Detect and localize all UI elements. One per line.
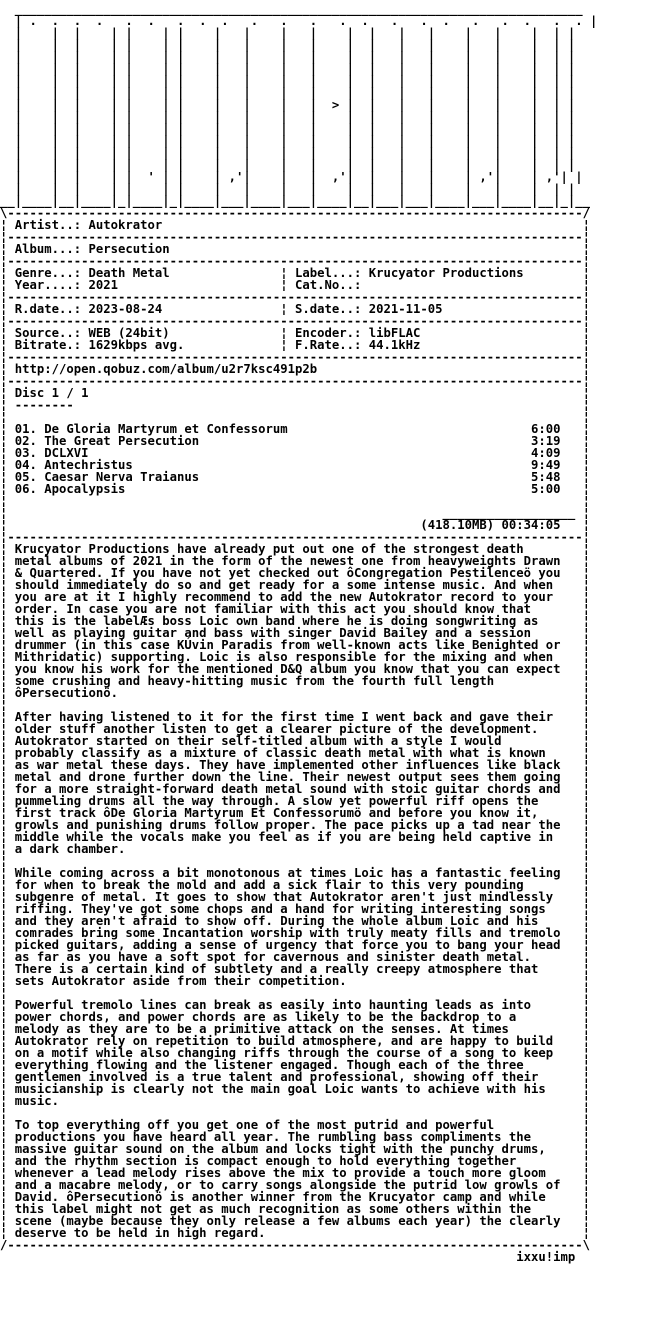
nfo-document: _____________________________________________________________________________ | . . . . . . . . . . . . . . . . . . . . . . | | | | | | | | | | | | | | | | | | | | | | | | | | | | | | | | | | | | | | | | | | | | | | | | | | | | | | | | | | | | | | | | | | | | | | | | | | | | | | | | | | | | | | | | | | | | | | | | | | | | | | | | | | | | | | | | | | | | | | | | | | | | | | | | | | | | > | | | | | | | | | | | | | | | | | | | | | | | | | | | | | | | | | | | | | | | | | | | | | | | | | | | | | | | | | | | | | | | | | | | | | | | | | | | | | | | | | | | | | | | | | | | | | | | | | | | | | | | | | | | | | | | | | | ' | | | ,'| | | ,'| | | | | ,'| | ,'| | | | | | | | | | | | | | | | | | | | | | __|____|__|____|_|____|_|____|___|____|___|____|__|___|___|____|___|____|__|_|__ \------------------------------------------------------------------------------/ ¦ Artist..: Autokrator ¦ ¦------------------------------------------------------------------------------¦ ¦ Album...: Persecution ¦ ¦------------------------------------------------------------------------------¦ ¦ Genre...: Death Metal ¦ Label...: Krucyator Productions ¦ ¦ Year....: 2021 ¦ Cat.No..: ¦ ¦------------------------------------------------------------------------------¦ ¦ R.date..: 2023-08-24 ¦ S.date..: 2021-11-05 ¦ ¦------------------------------------------------------------------------------¦ ¦ Source..: WEB (24bit) ¦ Encoder.: libFLAC ¦ ¦ Bitrate.: 1629kbps avg. ¦ F.Rate..: 44.1kHz ¦ ¦------------------------------------------------------------------------------¦ ¦ http://open.qobuz.com/album/u2r7ksc491p2b ¦ ¦------------------------------------------------------------------------------¦ ¦ Disc 1 / 1 ¦ ¦ -------- ¦ ¦ ¦ ¦ 01. De Gloria Martyrum et Confessorum 6:00 ¦ ¦ 02. The Great Persecution 3:19 ¦ ¦ 03. DCLXVI 4:09 ¦ ¦ 04. Antechristus 9:49 ¦ ¦ 05. Caesar Nerva Traianus 5:48 ¦ ¦ 06. Apocalypsis 5:00 ¦ ¦ ¦ ¦ __________________ ¦ ¦ (418.10MB) 00:34:05 ¦ ¦------------------------------------------------------------------------------¦ ¦ Krucyator Productions have already put out one of the strongest death ¦ ¦ metal albums of 2021 in the form of the newest one from heavyweights Drawn ¦ ¦ & Quartered. If you have not yet checked out ôCongregation Pestilenceö you ¦ ¦ should immediately do so and get ready for a some intense music. And when ¦ ¦ you are at it I highly recommend to add the new Autokrator record to your ¦ ¦ order. In case you are not familiar with this act you should know that ¦ ¦ this is the labelÆs boss Loic own band where he is doing songwriting as ¦ ¦ well as playing guitar and bass with singer David Bailey and a session ¦ ¦ drummer (in this case KÚvin Paradis from well-known acts like Benighted or ¦ ¦ Mithridatic) supporting. Loic is also responsible for the mixing and when ¦ ¦ you know his work for the mentioned D&Q album you know that you can expect ¦ ¦ some crushing and heavy-hitting music from the fourth full length ¦ ¦ ôPersecutionö. ¦ ¦ ¦ ¦ After having listened to it for the first time I went back and gave their ¦ ¦ older stuff another listen to get a clearer picture of the development. ¦ ¦ Autokrator started on their self-titled album with a style I would ¦ ¦ probably classify as a mixture of classic death metal with what is known ¦ ¦ as war metal these days. They have implemented other influences like black ¦ ¦ metal and drone further down the line. Their newest output sees them going ¦ ¦ for a more straight-forward death metal sound with stoic guitar chords and ¦ ¦ pummeling drums all the way through. A slow yet powerful riff opens the ¦ ¦ first track ôDe Gloria Martyrum Et Confessorumö and before you know it, ¦ ¦ growls and punishing drums follow proper. The pace picks up a tad near the ¦ ¦ middle while the vocals make you feel as if you are being held captive in ¦ ¦ a dark chamber. ¦ ¦ ¦ ¦ While coming across a bit monotonous at times Loic has a fantastic feeling ¦ ¦ for when to break the mold and add a sick flair to this very pounding ¦ ¦ subgenre of metal. It goes to show that Autokrator aren't just mindlessly ¦ ¦ riffing. They've got some chops and a hand for writing interesting songs ¦ ¦ and they aren't afraid to show off. During the whole album Loic and his ¦ ¦ comrades bring some Incantation worship with truly meaty fills and tremolo ¦ ¦ picked guitars, adding a sense of urgency that force you to bang your head ¦ ¦ as far as you have a soft spot for cavernous and sinister death metal. ¦ ¦ There is a certain kind of subtlety and a really creepy atmosphere that ¦ ¦ sets Autokrator aside from their competition. ¦ ¦ ¦ ¦ Powerful tremolo lines can break as easily into haunting leads as into ¦ ¦ power chords, and power chords are as likely to be the backdrop to a ¦ ¦ melody as they are to be a primitive attack on the senses. At times ¦ ¦ Autokrator rely on repetition to build atmosphere, and are happy to build ¦ ¦ on a motif while also changing riffs through the course of a song to keep ¦ ¦ everything flowing and the listener engaged. Though each of the three ¦ ¦ gentlemen involved is a true talent and professional, showing off their ¦ ¦ musicianship is clearly not the main goal Loic wants to achieve with his ¦ ¦ music. ¦ ¦ ¦ ¦ To top everything off you get one of the most putrid and powerful ¦ ¦ productions you have heard all year. The rumbling bass compliments the ¦ ¦ massive guitar sound on the album and locks tight with the punchy drums, ¦ ¦ and the rhythm section is compact enough to hold everything together ¦ ¦ whenever a lead melody rises above the mix to provide a touch more gloom ¦ ¦ and a macabre melody, or to carry songs alongside the putrid low growls of ¦ ¦ David. ôPersecutionö is another winner from the Krucyator camp and while ¦ ¦ this label might not get as much recognition as some others within the ¦ ¦ scene (maybe because they only release a few albums each year) the clearly ¦ ¦ deserve to be held in high regard. ¦ /------------------------------------------------------------------------------\ ixxu!imp bbox=[0, 3, 598, 1264]
